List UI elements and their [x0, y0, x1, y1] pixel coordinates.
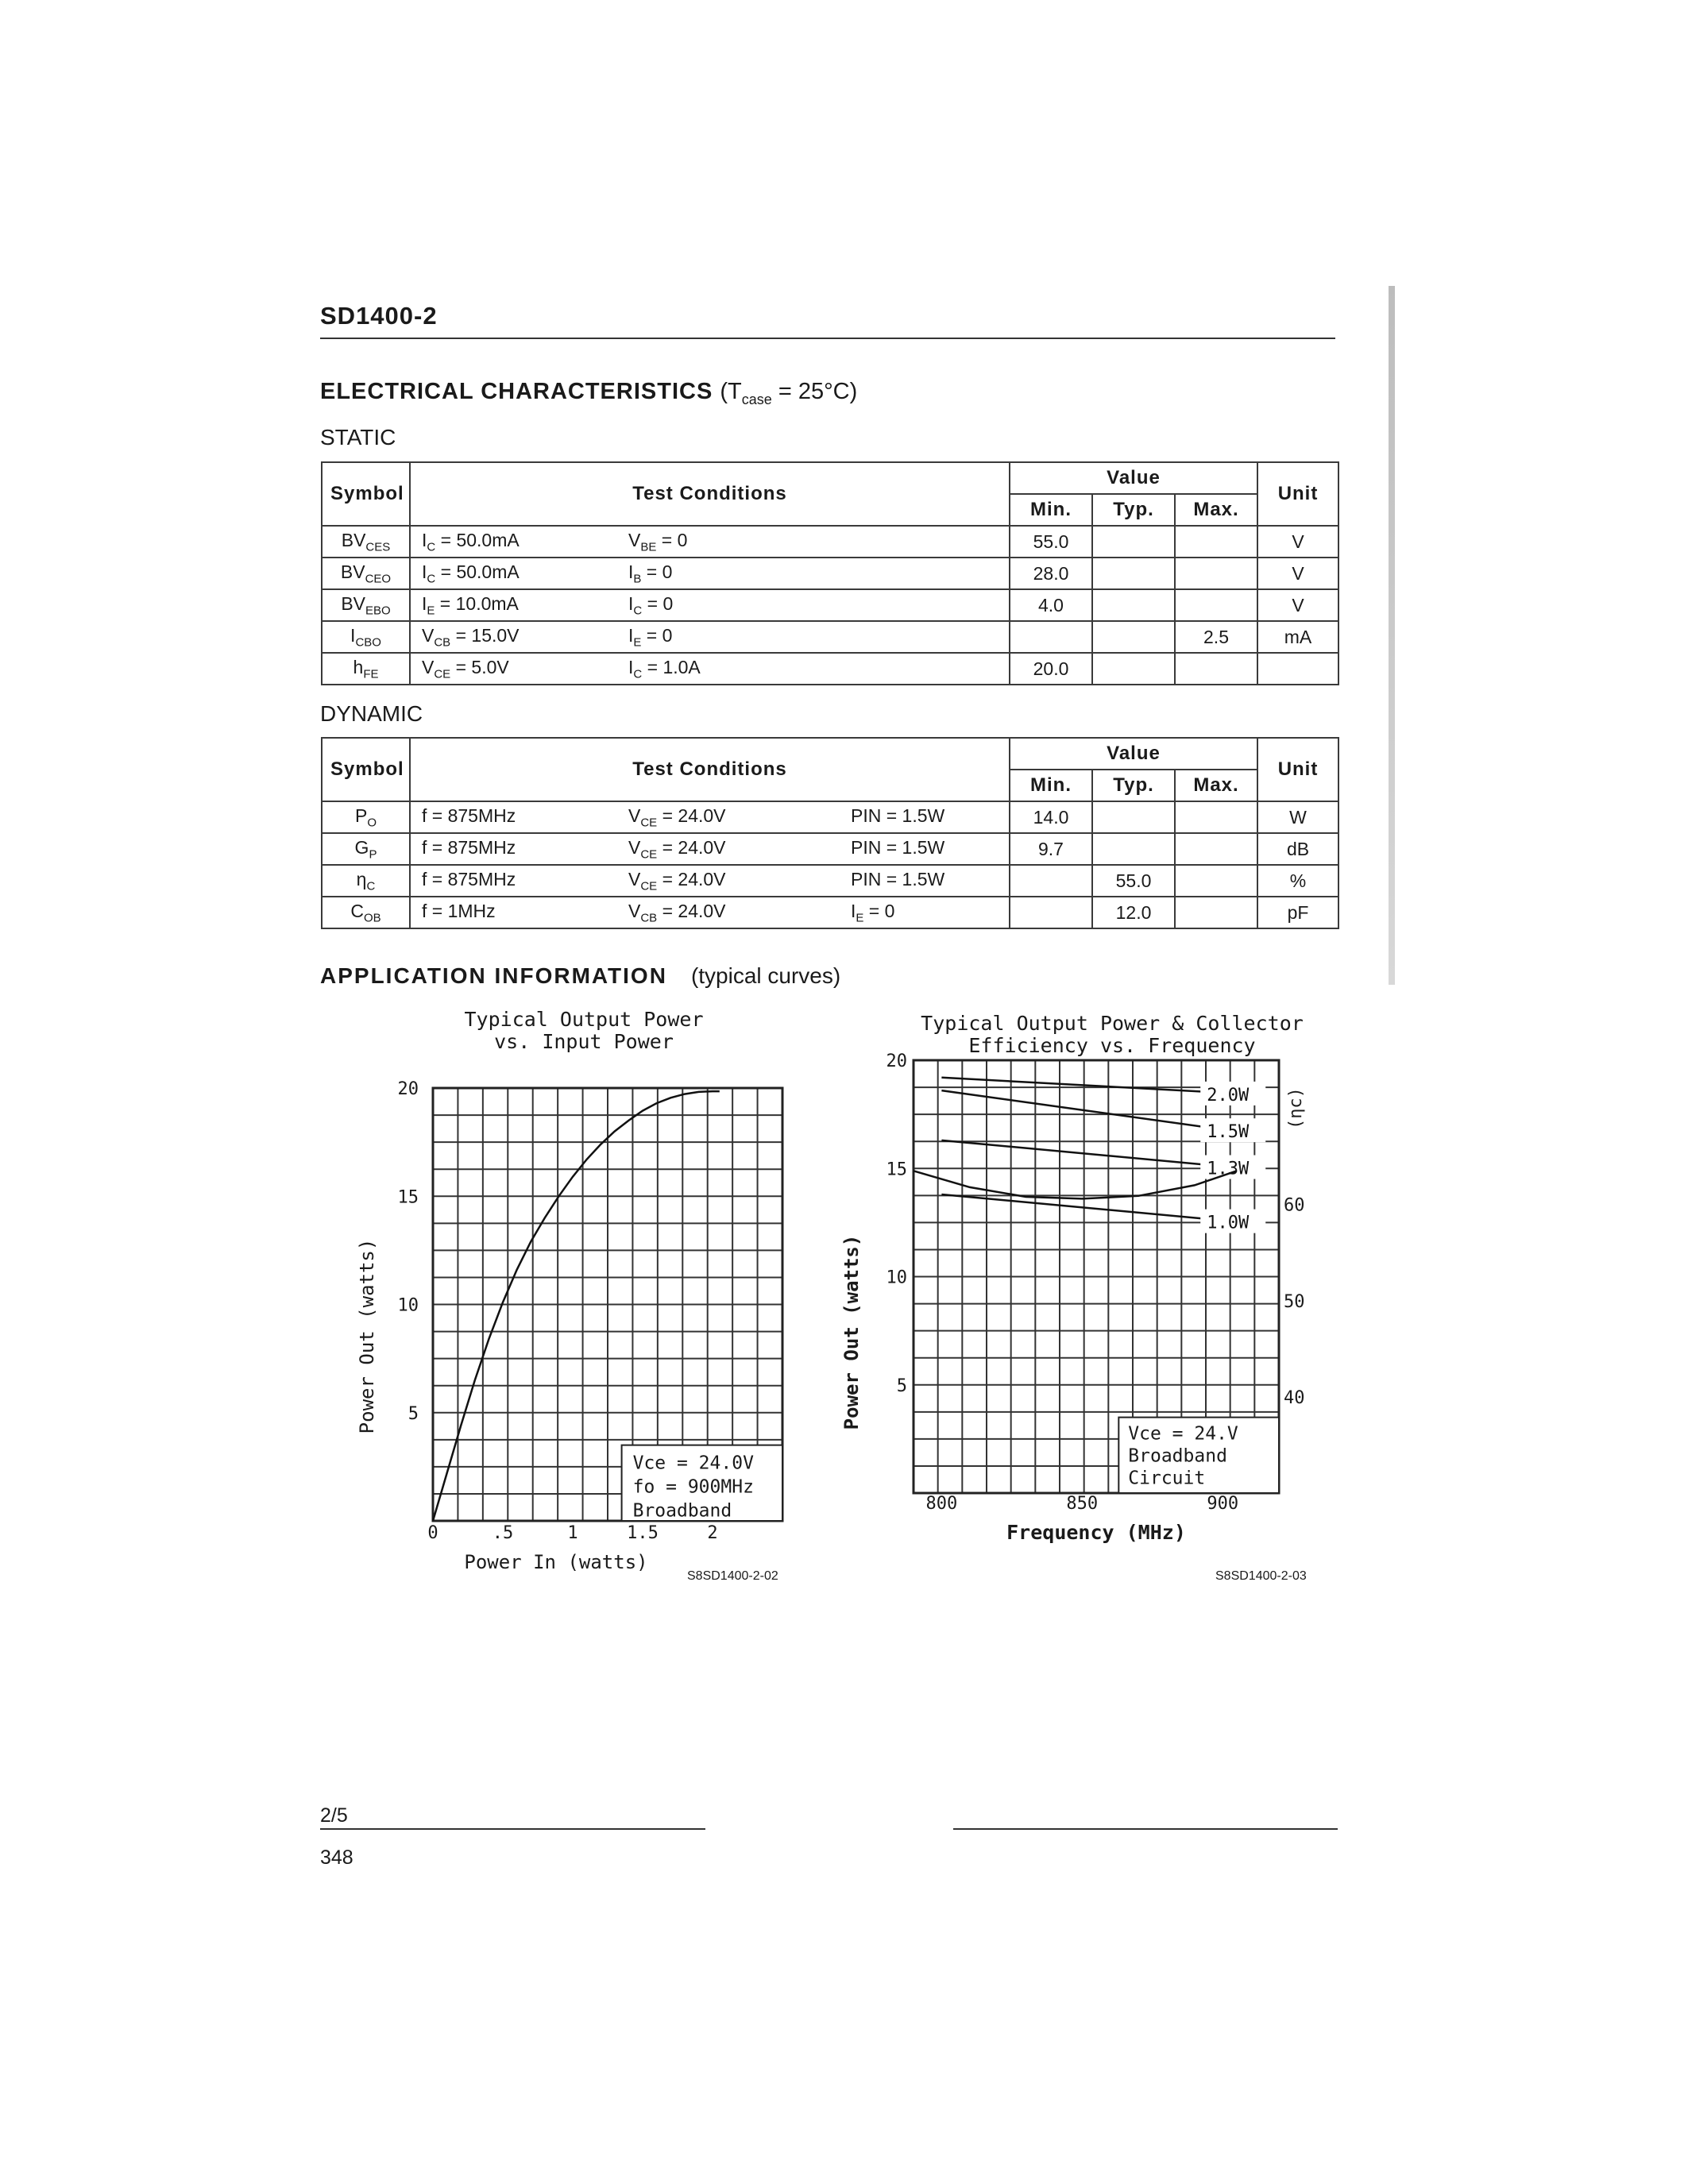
static-label: STATIC: [320, 425, 396, 450]
test-conditions-cell: $V_{CB} = 15.0V$ $I_E = 0$: [410, 621, 1010, 653]
min-cell: 14.0: [1010, 801, 1092, 833]
typ-cell: 55.0: [1092, 865, 1175, 897]
max-cell: 2.5: [1175, 621, 1257, 653]
application-title-text: APPLICATION INFORMATION: [320, 963, 667, 988]
typ-cell: 12.0: [1092, 897, 1175, 928]
y-axis-label: Power Out (watts): [356, 1238, 378, 1434]
page-of-total: 2/5: [320, 1804, 348, 1827]
page-number: 348: [320, 1846, 353, 1869]
temperature-condition: $(T_{case} = 25^\circ C)$: [720, 379, 858, 407]
unit-header: Unit: [1257, 738, 1338, 801]
x-tick-label: 900: [1207, 1494, 1239, 1514]
symbol-cell: $I_{CBO}$: [322, 621, 410, 653]
max-cell: [1175, 653, 1257, 685]
unit-cell: V: [1257, 589, 1338, 621]
max-cell: [1175, 865, 1257, 897]
max-cell: [1175, 801, 1257, 833]
y-tick-label: 5: [896, 1376, 907, 1396]
symbol-header: Symbol: [322, 462, 410, 526]
x-tick-label: 2: [707, 1523, 718, 1543]
typ-cell: [1092, 801, 1175, 833]
typ-header: Typ.: [1092, 770, 1175, 801]
test-conditions-cell: $V_{CE} = 5.0V$ $I_C = 1.0A$: [410, 653, 1010, 685]
value-header: Value: [1010, 462, 1257, 494]
series-line-label: 2.0W: [1207, 1085, 1250, 1106]
unit-cell: V: [1257, 526, 1338, 558]
x-tick-label: 1.5: [627, 1523, 659, 1543]
series-line-power: [941, 1090, 1223, 1129]
max-cell: [1175, 897, 1257, 928]
series-line-label: 1.3W: [1207, 1159, 1250, 1179]
y-tick-label: 5: [408, 1403, 419, 1424]
min-cell: [1010, 621, 1092, 653]
unit-cell: [1257, 653, 1338, 685]
y2-tick-label: 40: [1284, 1387, 1305, 1408]
min-cell: 9.7: [1010, 833, 1092, 865]
unit-cell: pF: [1257, 897, 1338, 928]
chart2-title: Typical Output Power & Collector Efficiency vs. Frequency: [921, 1012, 1304, 1057]
min-cell: 55.0: [1010, 526, 1092, 558]
x-tick-label: .5: [492, 1523, 514, 1543]
x-tick-label: 1: [567, 1523, 578, 1543]
y-tick-label: 15: [397, 1187, 419, 1208]
typ-cell: [1092, 833, 1175, 865]
y-tick-label: 10: [397, 1295, 419, 1316]
table-row: [322, 801, 1338, 833]
test-conditions-cell: f = 875MHz $V_{CE} = 24.0V$ PIN = 1.5W: [410, 801, 1010, 833]
y-tick-label: 20: [397, 1079, 419, 1099]
min-cell: [1010, 897, 1092, 928]
table-row: [322, 526, 1338, 558]
symbol-cell: $\eta_C$: [322, 865, 410, 897]
application-information-title: [320, 963, 840, 989]
test-conditions-cell: $I_C = 50.0mA$ $I_B = 0$: [410, 558, 1010, 589]
test-conditions-cell: f = 1MHz $V_{CB} = 24.0V$ $I_E = 0$: [410, 897, 1010, 928]
symbol-cell: $BV_{EBO}$: [322, 589, 410, 621]
symbol-cell: $G_P$: [322, 833, 410, 865]
unit-cell: mA: [1257, 621, 1338, 653]
max-header: Max.: [1175, 770, 1257, 801]
y-axis-label: Power Out (watts): [840, 1234, 863, 1430]
min-cell: 4.0: [1010, 589, 1092, 621]
table-row: [322, 897, 1338, 928]
max-cell: [1175, 558, 1257, 589]
min-cell: 20.0: [1010, 653, 1092, 685]
series-line-label: 1.0W: [1207, 1213, 1250, 1233]
electrical-title-text: ELECTRICAL CHARACTERISTICS: [320, 379, 713, 404]
max-cell: [1175, 833, 1257, 865]
annotation-text: Circuit: [1128, 1468, 1206, 1489]
min-header: Min.: [1010, 494, 1092, 526]
unit-cell: W: [1257, 801, 1338, 833]
unit-cell: dB: [1257, 833, 1338, 865]
annotation-text: Vce = 24.0V: [632, 1453, 754, 1474]
scan-edge-shadow: [1389, 286, 1395, 985]
dynamic-label: DYNAMIC: [320, 701, 423, 726]
typ-cell: [1092, 558, 1175, 589]
symbol-header: Symbol: [322, 738, 410, 801]
test-conditions-header: Test Conditions: [410, 738, 1010, 801]
x-tick-label: 800: [925, 1494, 958, 1514]
y-tick-label: 15: [886, 1160, 907, 1180]
footer-rule-left: [320, 1828, 705, 1830]
static-table: [321, 461, 1339, 685]
x-axis-label: Frequency (MHz): [1006, 1521, 1186, 1544]
unit-cell: %: [1257, 865, 1338, 897]
test-conditions-cell: f = 875MHz $V_{CE} = 24.0V$ PIN = 1.5W: [410, 833, 1010, 865]
series-line-label: 1.5W: [1207, 1122, 1250, 1143]
table-row: [322, 653, 1338, 685]
annotation-text: Broadband: [1128, 1445, 1227, 1467]
typ-cell: [1092, 653, 1175, 685]
dynamic-table: [321, 737, 1339, 929]
max-header: Max.: [1175, 494, 1257, 526]
annotation-text: Vce = 24.V: [1128, 1423, 1238, 1445]
symbol-cell: $P_O$: [322, 801, 410, 833]
footer-rule-right: [953, 1828, 1338, 1830]
table-row: [322, 558, 1338, 589]
chart-output-and-efficiency-vs-frequency: [834, 1032, 1335, 1557]
y-tick-label: 10: [886, 1268, 907, 1288]
annotation-text: Broadband: [632, 1500, 732, 1522]
table-row: [322, 865, 1338, 897]
symbol-cell: $BV_{CEO}$: [322, 558, 410, 589]
min-cell: 28.0: [1010, 558, 1092, 589]
value-header: Value: [1010, 738, 1257, 770]
figure-ref-left: S8SD1400-2-02: [687, 1569, 778, 1583]
unit-header: Unit: [1257, 462, 1338, 526]
symbol-cell: $BV_{CES}$: [322, 526, 410, 558]
y-tick-label: 20: [886, 1051, 907, 1071]
max-cell: [1175, 589, 1257, 621]
y2-axis-label: (ηc): [1286, 1087, 1306, 1130]
y2-tick-label: 50: [1284, 1291, 1305, 1312]
typ-cell: [1092, 621, 1175, 653]
table-row: [322, 621, 1338, 653]
annotation-text: fo = 900MHz: [632, 1476, 754, 1498]
test-conditions-cell: $I_E = 10.0mA$ $I_C = 0$: [410, 589, 1010, 621]
test-conditions-cell: $I_C = 50.0mA$ $V_{BE} = 0$: [410, 526, 1010, 558]
series-line-power: [941, 1078, 1223, 1093]
table-row: [322, 589, 1338, 621]
header-rule: [320, 338, 1335, 339]
symbol-cell: $h_{FE}$: [322, 653, 410, 685]
test-conditions-header: Test Conditions: [410, 462, 1010, 526]
typ-cell: [1092, 526, 1175, 558]
electrical-characteristics-title: [320, 379, 857, 408]
part-number: SD1400-2: [320, 302, 438, 330]
figure-ref-right: S8SD1400-2-03: [1215, 1569, 1307, 1583]
symbol-cell: $C_{OB}$: [322, 897, 410, 928]
application-subtitle: (typical curves): [690, 963, 841, 988]
min-header: Min.: [1010, 770, 1092, 801]
max-cell: [1175, 526, 1257, 558]
chart1-title: Typical Output Power vs. Input Power: [464, 1008, 704, 1053]
series-line-power: [941, 1140, 1223, 1167]
x-tick-label: 850: [1066, 1494, 1099, 1514]
test-conditions-cell: f = 875MHz $V_{CE} = 24.0V$ PIN = 1.5W: [410, 865, 1010, 897]
y2-tick-label: 60: [1284, 1195, 1305, 1216]
unit-cell: V: [1257, 558, 1338, 589]
x-tick-label: 0: [427, 1523, 438, 1543]
typ-cell: [1092, 589, 1175, 621]
typ-header: Typ.: [1092, 494, 1175, 526]
x-axis-label: Power In (watts): [464, 1551, 648, 1573]
min-cell: [1010, 865, 1092, 897]
table-row: [322, 833, 1338, 865]
chart-output-vs-input-power: [350, 1032, 810, 1573]
